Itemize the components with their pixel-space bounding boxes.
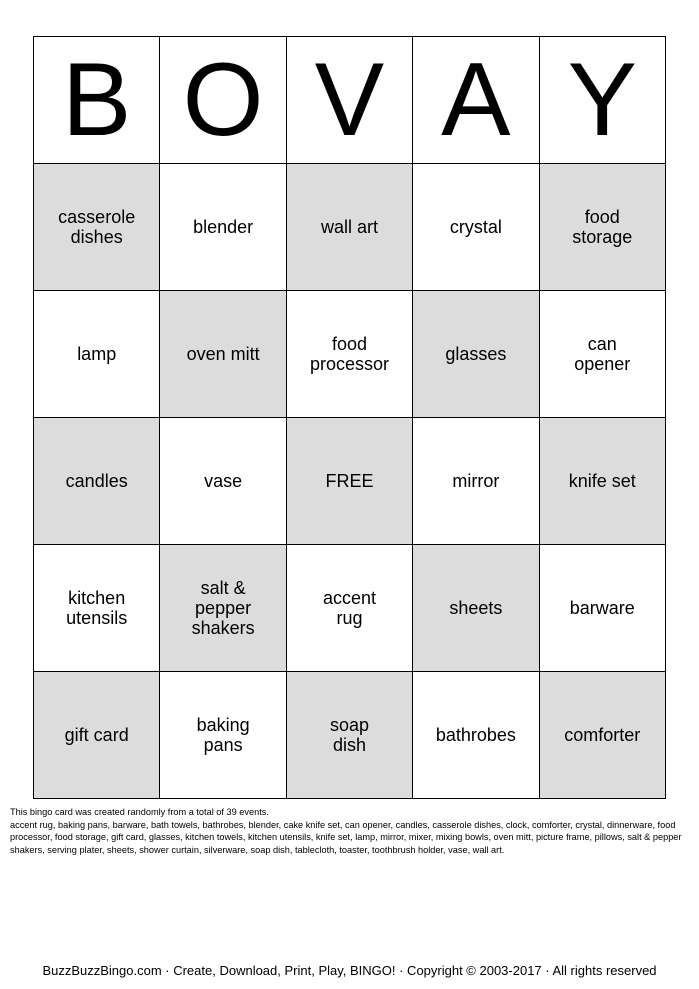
cell-text-line: comforter: [564, 725, 641, 745]
cell-text-line: shakers: [191, 618, 255, 638]
cell-text-line: soap: [329, 715, 369, 735]
header-letter-y: Y: [539, 37, 665, 164]
cell-text-line: utensils: [66, 608, 128, 628]
bingo-cell: [539, 672, 665, 799]
bingo-cell: [413, 291, 539, 418]
bingo-cell: [413, 418, 539, 545]
page-footer: BuzzBuzzBingo.com · Create, Download, Print, Play, BINGO! · Copyright © 2003-2017 · All rights reserved: [42, 963, 657, 978]
cell-text-line: FREE: [325, 471, 374, 491]
cell-text-line: pepper: [195, 598, 252, 618]
bingo-cell: [160, 291, 286, 418]
header-letter-o: O: [160, 37, 286, 164]
cell-text-line: mirror: [452, 471, 500, 491]
cell-text-line: casserole: [58, 207, 136, 227]
bingo-cell: [34, 164, 160, 291]
bingo-cell: [539, 545, 665, 672]
bingo-cell: [160, 418, 286, 545]
bingo-cell: [160, 164, 286, 291]
grid-row: [34, 545, 666, 672]
bingo-cell: [286, 291, 412, 418]
cell-text-line: processor: [309, 354, 389, 374]
bingo-cell: [160, 545, 286, 672]
header-letter-v: V: [286, 37, 412, 164]
note-intro: This bingo card was created randomly from a total of 39 events.: [10, 807, 269, 817]
cell-text-line: salt &: [200, 578, 246, 598]
bingo-cell: [413, 672, 539, 799]
cell-text-line: food: [331, 334, 367, 354]
cell-text-line: food: [584, 207, 620, 227]
bingo-cell: [286, 672, 412, 799]
grid-row: [34, 672, 666, 799]
cell-text-line: blender: [193, 217, 254, 237]
grid-row: [34, 418, 666, 545]
cell-text-line: knife set: [568, 471, 636, 491]
bingo-cell: [539, 418, 665, 545]
cell-text-line: oven mitt: [186, 344, 260, 364]
bingo-cell: [539, 291, 665, 418]
card-note: [10, 806, 690, 856]
bingo-cell: [539, 164, 665, 291]
bingo-cell: [34, 418, 160, 545]
cell-text-line: opener: [574, 354, 631, 374]
cell-text-line: storage: [572, 227, 633, 247]
bingo-cell: [34, 545, 160, 672]
cell-text-line: glasses: [445, 344, 507, 364]
bingo-cell: [413, 164, 539, 291]
cell-text-line: dishes: [70, 227, 123, 247]
bingo-cell: [34, 291, 160, 418]
cell-text-line: gift card: [64, 725, 129, 745]
cell-text-line: dish: [332, 735, 366, 755]
grid-row: [34, 164, 666, 291]
cell-text-line: pans: [203, 735, 243, 755]
cell-text-line: lamp: [77, 344, 117, 364]
cell-text-line: can: [587, 334, 617, 354]
header-letter-b: B: [34, 37, 160, 164]
cell-text-line: barware: [569, 598, 635, 618]
cell-text-line: sheets: [449, 598, 503, 618]
bingo-cell: [160, 672, 286, 799]
cell-text-line: crystal: [449, 217, 502, 237]
bingo-cell: [286, 164, 412, 291]
bingo-cell: [34, 672, 160, 799]
cell-text-line: wall art: [320, 217, 378, 237]
cell-text-line: kitchen: [68, 588, 126, 608]
header-letter-a: A: [413, 37, 539, 164]
bingo-cell: [286, 418, 412, 545]
bingo-cell: [413, 545, 539, 672]
bingo-card: [33, 36, 666, 799]
note-events-list: accent rug, baking pans, barware, bath towels, bathrobes, blender, cake knife set, can opener, candles, casserole dishes, clock, comforter, crystal, dinnerware, food processor, food storage, gift card, glasses, kitchen towels, kitchen utensils, knife set, lamp, mirror, mixer, mixing bowls, oven mitt, picture frame, pillows, salt & pepper shakers, serving plater, sheets, shower curtain, silverware, soap dish, tablecloth, toaster, toothbrush holder, vase, wall art.: [10, 819, 682, 855]
cell-text-line: bathrobes: [435, 725, 516, 745]
cell-text-line: baking: [196, 715, 250, 735]
bingo-grid: [34, 164, 666, 799]
cell-text-line: candles: [65, 471, 128, 491]
cell-text-line: vase: [204, 471, 243, 491]
grid-row: [34, 291, 666, 418]
cell-text-line: accent: [322, 588, 376, 608]
header-row: [34, 37, 666, 164]
bingo-cell: [286, 545, 412, 672]
cell-text-line: rug: [336, 608, 363, 628]
